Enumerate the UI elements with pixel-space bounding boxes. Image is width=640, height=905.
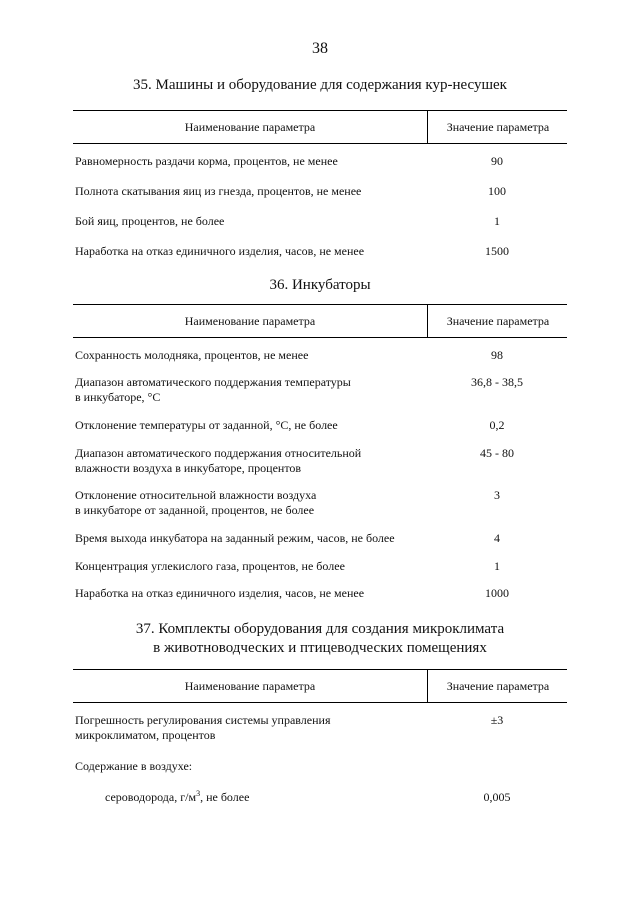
row-param-line: в инкубаторе, °C [75, 390, 161, 404]
row-param [75, 375, 425, 405]
row-value: 1 [494, 214, 500, 228]
section-37-table [73, 669, 567, 804]
row-value: 1500 [485, 244, 509, 258]
row-value: 45 - 80 [480, 446, 514, 460]
row-param-line: влажности воздуха в инкубаторе, процентов [75, 461, 302, 475]
header-param: Наименование параметра [184, 679, 316, 693]
row-param-line: Погрешность регулирования системы управления [75, 713, 331, 727]
header-value: Значение параметра [427, 111, 568, 143]
row-param: Полнота скатывания яиц из гнезда, процентов, не менее [75, 184, 362, 198]
row-param: Равномерность раздачи корма, процентов, не менее [75, 154, 338, 168]
section-37-title [0, 620, 640, 658]
table-header [73, 669, 567, 703]
row-param-line: микроклиматом, процентов [75, 728, 216, 742]
row-param-text: сероводорода, г/м [105, 790, 197, 804]
section-37-title-line: 37. Комплекты оборудования для создания микроклимата [135, 621, 505, 637]
section-36-title: 36. Инкубаторы [269, 277, 371, 293]
section-36-table [73, 304, 567, 600]
row-param: Сохранность молодняка, процентов, не менее [75, 348, 309, 362]
row-value: 4 [494, 531, 500, 545]
section-35-title: 35. Машины и оборудование для содержания кур-несушек [133, 77, 507, 93]
row-param: Наработка на отказ единичного изделия, часов, не менее [75, 244, 365, 258]
table-header [73, 110, 567, 144]
row-param: Концентрация углекислого газа, процентов, не более [75, 559, 345, 573]
row-param: Содержание в воздухе: [75, 759, 193, 773]
row-value: 1000 [485, 586, 509, 600]
row-value: 90 [491, 154, 503, 168]
row-param-line: Диапазон автоматического поддержания относительной [75, 446, 362, 460]
row-param [105, 790, 455, 805]
header-param: Наименование параметра [184, 120, 316, 134]
row-value: ±3 [490, 713, 504, 727]
page-number: 38 [312, 40, 328, 57]
row-param-line: в инкубаторе от заданной, процентов, не более [75, 503, 315, 517]
section-35-table [73, 110, 567, 258]
header-value: Значение параметра [427, 305, 568, 337]
row-param [75, 446, 425, 476]
row-value: 98 [491, 348, 503, 362]
header-value: Значение параметра [427, 670, 568, 702]
row-param [75, 488, 425, 518]
row-param-line: Диапазон автоматического поддержания температуры [75, 375, 351, 389]
row-param-text: , не более [200, 790, 250, 804]
row-value: 100 [488, 184, 506, 198]
row-param [75, 713, 425, 743]
row-value: 36,8 - 38,5 [471, 375, 523, 389]
row-param: Бой яиц, процентов, не более [75, 214, 225, 228]
row-param: Отклонение температуры от заданной, °C, не более [75, 418, 338, 432]
table-header [73, 304, 567, 338]
row-param-line: Отклонение относительной влажности воздуха [75, 488, 317, 502]
section-37-title-line: в животноводческих и птицеводческих помещениях [153, 640, 487, 656]
row-param: Наработка на отказ единичного изделия, часов, не менее [75, 586, 365, 600]
row-value: 1 [494, 559, 500, 573]
row-param: Время выхода инкубатора на заданный режим, часов, не более [75, 531, 395, 545]
header-param: Наименование параметра [184, 314, 316, 328]
row-value: 3 [494, 488, 500, 502]
superscript: 3 [196, 789, 201, 798]
row-value: 0,005 [483, 790, 511, 804]
row-value: 0,2 [489, 418, 505, 432]
